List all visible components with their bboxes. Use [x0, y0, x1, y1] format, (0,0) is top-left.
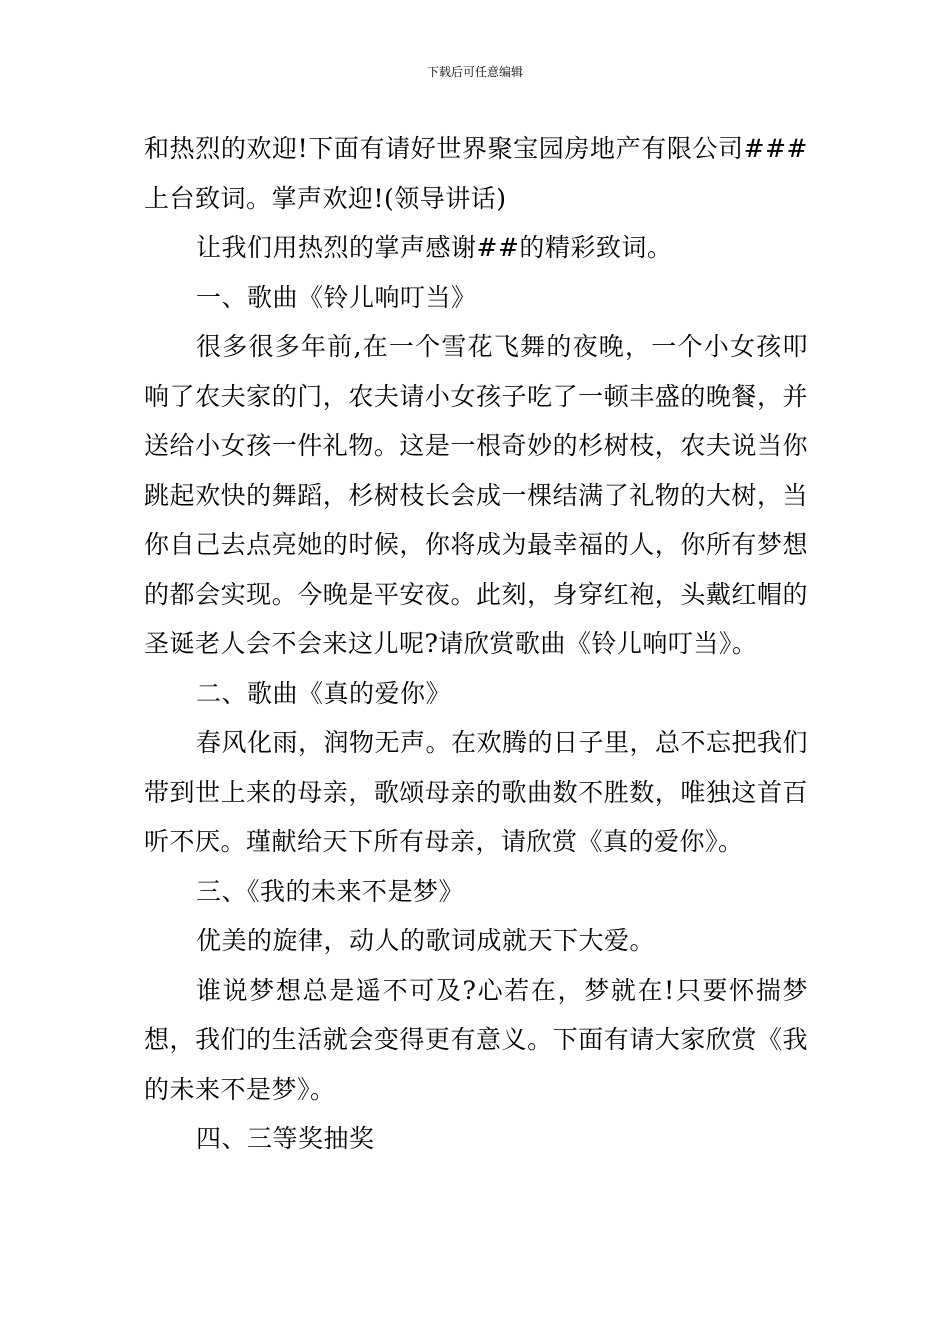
paragraph-thanks: 让我们用热烈的掌声感谢##的精彩致词。 — [196, 233, 673, 262]
section-heading-2: 二、歌曲《真的爱你》 — [196, 678, 452, 708]
section-heading-4: 四、三等奖抽奖 — [196, 1124, 375, 1153]
paragraph-true-love-intro: 春风化雨，润物无声。在欢腾的日子里，总不忘把我们带到世上来的母亲，歌颂母亲的歌曲数不胜数，唯独这首百听不厌。瑾献给天下所有母亲，请欣赏《真的爱你》。 — [144, 728, 809, 856]
paragraph-continuation: 和热烈的欢迎!下面有请好世界聚宝园房地产有限公司###上台致词。掌声欢迎!(领导讲话) — [144, 134, 808, 213]
section-heading-1: 一、歌曲《铃儿响叮当》 — [196, 282, 477, 312]
document-body — [144, 124, 808, 1164]
paragraph-dream-intro: 谁说梦想总是遥不可及?心若在，梦就在!只要怀揣梦想，我们的生活就会变得更有意义。下面有请大家欣赏《我的未来不是梦》。 — [144, 975, 808, 1104]
paragraph-jingle-bells-intro: 很多很多年前,在一个雪花飞舞的夜晚，一个小女孩叩响了农夫家的门，农夫请小女孩子吃了一顿丰盛的晚餐，并送给小女孩一件礼物。这是一根奇妙的杉树枝，农夫说当你跳起欢快的舞蹈，杉树枝长会成一棵结满了礼物的大树，当你自己去点亮她的时候，你将成为最幸福的人，你所有梦想的都会实现。今晚是平安夜。此刻，身穿红袍，头戴红帽的圣诞老人会不会来这儿呢?请欣赏歌曲《铃儿响叮当》。 — [144, 332, 808, 658]
section-heading-3: 三、《我的未来不是梦》 — [196, 876, 465, 906]
paragraph-melody: 优美的旋律，动人的歌词成就天下大爱。 — [196, 926, 656, 955]
page-header: 下载后可任意编辑 — [426, 65, 523, 79]
